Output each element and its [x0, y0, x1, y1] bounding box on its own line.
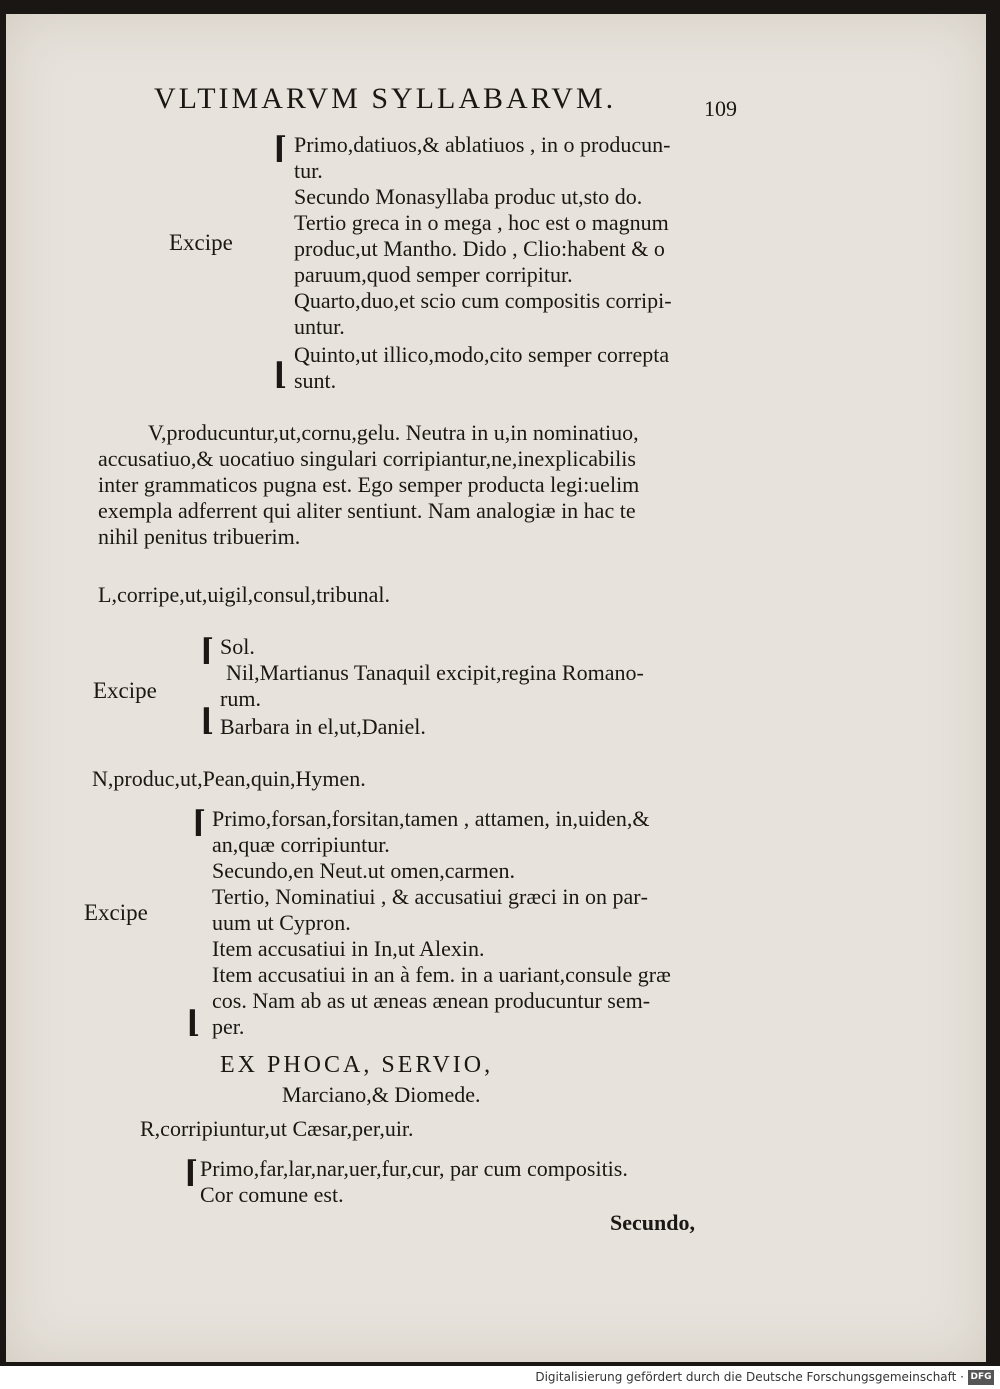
section-title: EX PHOCA, SERVIO,: [220, 1052, 494, 1078]
rule-line-l: L,corripe,ut,uigil,consul,tribunal.: [98, 582, 391, 607]
brace-top: ⌈: [273, 132, 288, 165]
text-line: Nil,Martianus Tanaquil excipit,regina Romano‑: [226, 660, 644, 685]
text-line: Quarto,duo,et scio cum compositis corripi‑: [294, 288, 672, 313]
brace-bottom: ⌊: [273, 358, 288, 391]
text-line: Item accusatiui in an à fem. in a uariant,consule græ: [212, 962, 671, 987]
text-line: Primo,forsan,forsitan,tamen , attamen, in,uiden,&: [212, 806, 650, 831]
running-head: VLTIMARVM SYLLABARVM.: [154, 82, 617, 115]
paragraph-line: nihil penitus tribuerim.: [98, 524, 301, 549]
margin-label: Excipe: [84, 900, 148, 925]
rule-line-r: R,corripiuntur,ut Cæsar,per,uir.: [140, 1116, 414, 1141]
margin-label: Excipe: [93, 678, 157, 703]
text-line: rum.: [220, 686, 261, 711]
brace-bottom: ⌊: [200, 704, 215, 737]
text-line: per.: [212, 1014, 245, 1039]
text-line: Primo,far,lar,nar,uer,fur,cur, par cum compositis.: [200, 1156, 628, 1181]
paragraph-line: inter grammaticos pugna est. Ego semper producta legi:uelim: [98, 472, 640, 497]
catchword: Secundo,: [610, 1210, 695, 1235]
text-line: uum ut Cypron.: [212, 910, 351, 935]
text-line: Secundo Monasyllaba produc ut,sto do.: [294, 184, 643, 209]
brace-top: ⌈: [192, 806, 207, 839]
brace-top: ⌈: [200, 634, 215, 667]
text-line: cos. Nam ab as ut æneas ænean producuntur sem‑: [212, 988, 651, 1013]
dfg-logo: DFG: [968, 1370, 994, 1385]
text-line: Tertio, Nominatiui , & accusatiui græci in on par‑: [212, 884, 648, 909]
section-subtitle: Marciano,& Diomede.: [282, 1082, 481, 1107]
margin-label: Excipe: [169, 230, 233, 255]
text-line: Sol.: [220, 634, 255, 659]
text-line: sunt.: [294, 368, 337, 393]
brace-bottom: ⌊: [186, 1006, 201, 1039]
text-line: paruum,quod semper corripitur.: [294, 262, 573, 287]
text-line: Quinto,ut illico,modo,cito semper correpta: [294, 342, 670, 367]
folio-number: 109: [704, 96, 737, 121]
rule-line-n: N,produc,ut,Pean,quin,Hymen.: [92, 766, 366, 791]
brace-top: ⌈: [184, 1156, 199, 1189]
paragraph-line: accusatiuo,& uocatiuo singulari corripiantur,ne,inexplicabilis: [98, 446, 636, 471]
text-line: an,quæ corripiuntur.: [212, 832, 390, 857]
text-line: produc,ut Mantho. Dido , Clio:habent & o: [294, 236, 665, 261]
paragraph-line: V,producuntur,ut,cornu,gelu. Neutra in u,in nominatiuo,: [148, 420, 639, 445]
text-line: Item accusatiui in In,ut Alexin.: [212, 936, 485, 961]
text-line: tur.: [294, 158, 323, 183]
text-line: Barbara in el,ut,Daniel.: [220, 714, 426, 739]
book-page: [6, 14, 986, 1362]
text-line: Tertio greca in o mega , hoc est o magnum: [294, 210, 669, 235]
text-line: Cor comune est.: [200, 1182, 344, 1207]
text-line: Primo,datiuos,& ablatiuos , in o producun‑: [294, 132, 671, 157]
paragraph-line: exempla adferrent qui aliter sentiunt. Nam analogiæ in hac te: [98, 498, 636, 523]
footer-bar: [0, 1366, 1000, 1389]
text-line: untur.: [294, 314, 345, 339]
footer-credit: Digitalisierung gefördert durch die Deutsche Forschungsgemeinschaft ·: [535, 1370, 964, 1384]
text-line: Secundo,en Neut.ut omen,carmen.: [212, 858, 516, 883]
